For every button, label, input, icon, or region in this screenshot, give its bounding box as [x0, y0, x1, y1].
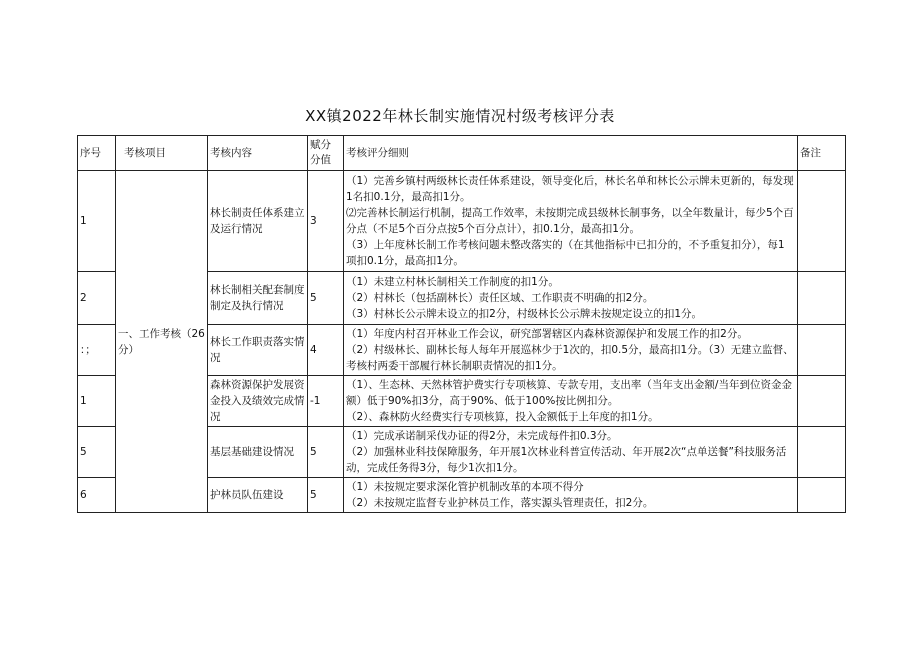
row-detail [344, 272, 798, 325]
row-detail [344, 427, 798, 478]
row-detail [344, 478, 798, 513]
row-note [798, 272, 846, 325]
row-no: 1 [78, 376, 116, 427]
row-content: 林长制责任体系建立及运行情况 [208, 171, 308, 272]
row-no: ：； [78, 325, 116, 376]
project-cell [116, 171, 208, 513]
detail-line: （1）未按规定要求深化管护机制改革的本项不得分 [346, 481, 584, 493]
detail-line: ⑵完善林长制运行机制，提高工作效率，未按期完成县级林长制事务，以全年数量计，每少5个百分点（不足5个百分点按5个百分点计），扣0.1分，最高扣1分。 [346, 207, 794, 235]
header-detail: 考核评分细则 [344, 136, 798, 171]
table-row [78, 171, 846, 272]
row-content: 林长工作职责落实情况 [208, 325, 308, 376]
row-score: -1 [308, 376, 344, 427]
row-note [798, 171, 846, 272]
page-title: XX镇2022年林长制实施情况村级考核评分表 [305, 107, 615, 125]
detail-line: （1）未建立村林长制相关工作制度的扣1分。 [346, 276, 559, 288]
row-no: 2 [78, 272, 116, 325]
row-note [798, 478, 846, 513]
row-content: 基层基础建设情况 [208, 427, 308, 478]
detail-line: （2）加强林业科技保障服务，年开展1次林业科普宣传活动、年开展2次“点单送餐”科技服务活动，完成任务得3分，每少1次扣1分。 [346, 446, 787, 474]
row-score: 4 [308, 325, 344, 376]
assessment-table [77, 135, 846, 513]
detail-line: （2）未按规定监督专业护林员工作，落实源头管理责任，扣2分。 [346, 497, 654, 509]
detail-line: （1）、生态林、天然林管护费实行专项核算、专款专用，支出率（当年支出金额/当年到位资金金额）低于90%扣3分，高于90%、低于100%按比例扣分。 [346, 379, 792, 407]
detail-line: （2）、森林防火经费实行专项核算，投入金额低于上年度的扣1分。 [346, 411, 659, 423]
row-detail [344, 376, 798, 427]
project-label: 一、工作考核（26分） [118, 327, 205, 356]
row-content: 护林员队伍建设 [208, 478, 308, 513]
detail-line: （3）村林长公示牌未设立的扣2分，村级林长公示牌未按规定设立的扣1分。 [346, 308, 703, 320]
row-score: 5 [308, 427, 344, 478]
row-detail [344, 325, 798, 376]
header-row [78, 136, 846, 171]
detail-line: （1）完善乡镇村两级林长责任体系建设，领导变化后，林长名单和林长公示牌未更新的，每发现1名扣0.1分，最高扣1分。 [346, 175, 794, 203]
detail-line: （3）上年度林长制工作考核问题未整改落实的（在其他指标中已扣分的，不予重复扣分），每1项扣0.1分，最高扣1分。 [346, 239, 785, 267]
row-no: 1 [78, 171, 116, 272]
detail-line: （1）年度内村召开林业工作会议，研究部署辖区内森林资源保护和发展工作的扣2分。 [346, 328, 748, 340]
row-detail [344, 171, 798, 272]
detail-line: （1）完成承诺制采伐办证的得2分，未完成每件扣0.3分。 [346, 430, 618, 442]
row-score: 5 [308, 272, 344, 325]
row-note [798, 376, 846, 427]
header-content: 考核内容 [208, 136, 308, 171]
row-note [798, 427, 846, 478]
detail-line: （2）村级林长、副林长每人每年开展巡林少于1次的，扣0.5分，最高扣1分。（3）无建立监督、考核村两委干部履行林长制职责情况的扣1分。 [346, 344, 794, 372]
row-content: 森林资源保护发展资金投入及绩效完成情况 [208, 376, 308, 427]
row-no: 6 [78, 478, 116, 513]
header-score: 赋分分值 [308, 136, 344, 171]
row-no: 5 [78, 427, 116, 478]
header-note: 备注 [798, 136, 846, 171]
header-project: 考核项目 [116, 136, 208, 171]
row-note [798, 325, 846, 376]
header-no: 序号 [78, 136, 116, 171]
detail-line: （2）村林长（包括副林长）责任区域、工作职责不明确的扣2分。 [346, 292, 654, 304]
row-content: 林长制相关配套制度制定及执行情况 [208, 272, 308, 325]
row-score: 5 [308, 478, 344, 513]
row-score: 3 [308, 171, 344, 272]
